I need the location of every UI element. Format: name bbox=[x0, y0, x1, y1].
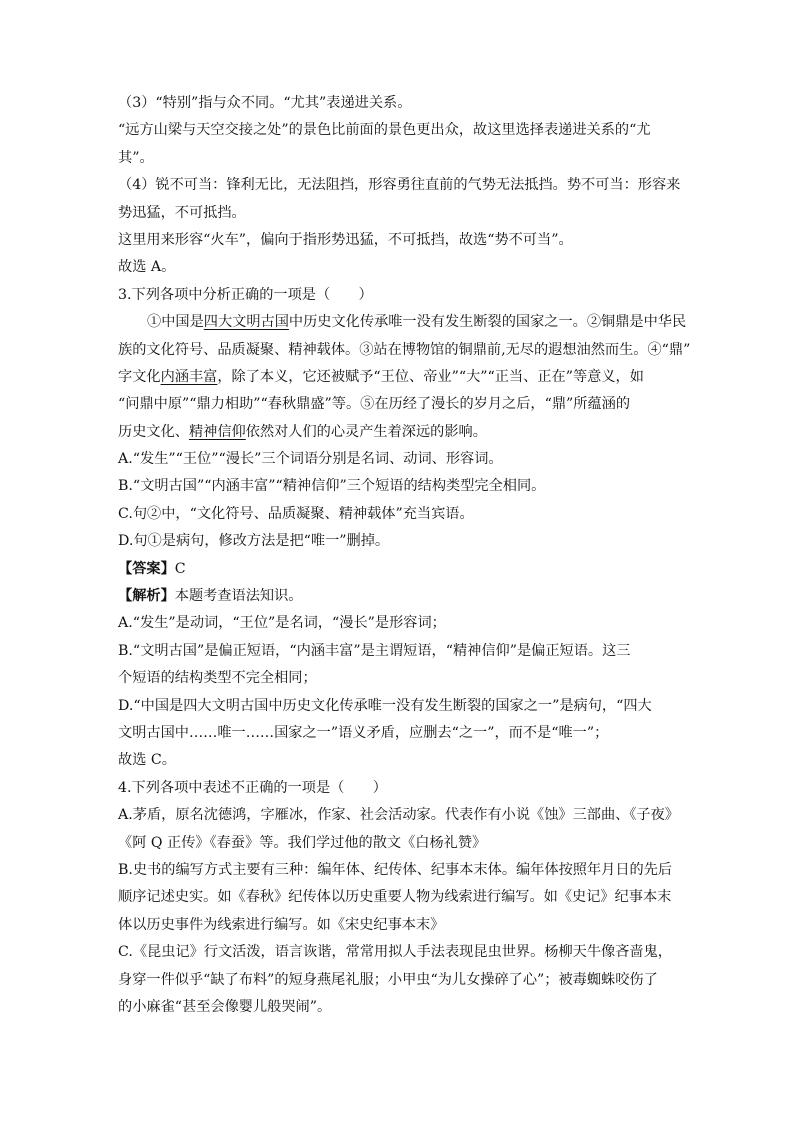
analysis-label: 【解析】 bbox=[118, 588, 175, 605]
q4-text: B.史书的编写方式主要有三种：编年体、纪传体、纪事本末体。编年体按照年月日的先后 bbox=[118, 861, 673, 878]
text-line: 势迅猛，不可抵挡。 bbox=[118, 204, 246, 221]
answer-label: 【答案】 bbox=[118, 560, 175, 577]
passage-line: 字文化内涵丰富，除了本义，它还被赋予“王位、帝业”“大”“正当、正在”等意义，如 bbox=[118, 368, 644, 385]
q4-text: 顺序记述史实。如《春秋》纪传体以历史重要人物为线索进行编写。如《史记》纪事本末 bbox=[118, 889, 672, 906]
underlined-phrase: 四大文明古国 bbox=[203, 314, 289, 331]
answer-line bbox=[118, 556, 678, 583]
text-line: 故选 A。 bbox=[118, 259, 176, 276]
q4-text: C.《昆虫记》行文活泼，语言诙谐，常常用拟人手法表现昆虫世界。杨柳天牛像吝啬鬼， bbox=[118, 944, 672, 961]
analysis-text: 故选 C。 bbox=[118, 752, 176, 769]
text-line: 这里用来形容“火车”，偏向于指形势迅猛，不可抵挡，故选“势不可当”。 bbox=[118, 231, 573, 248]
analysis-text: 个短语的结构类型不完全相同； bbox=[118, 670, 317, 687]
q4-text: A.茅盾，原名沈德鸿，字雁冰，作家、社会活动家。代表作有小说《蚀》三部曲、《子夜》 bbox=[118, 807, 679, 824]
analysis-line: 【解析】本题考查语法知识。 bbox=[118, 588, 303, 605]
text-line: 其”。 bbox=[118, 149, 154, 166]
question-3-title: 3.下列各项中分析正确的一项是（ ） bbox=[118, 286, 373, 303]
option-c: C.句②中，“文化符号、品质凝聚、精神载体”充当宾语。 bbox=[118, 505, 474, 522]
analysis-text: B.“文明古国”是偏正短语，“内涵丰富”是主谓短语，“精神信仰”是偏正短语。这三 bbox=[118, 642, 631, 659]
text-line: “远方山梁与天空交接之处”的景色比前面的景色更出众，故这里选择表递进关系的“尤 bbox=[118, 122, 651, 139]
passage-line: 族的文化符号、品质凝聚、精神载体。③站在博物馆的铜鼎前,无尽的遐想油然而生。④“鼎” bbox=[118, 341, 691, 358]
underlined-phrase: 精神信仰 bbox=[188, 423, 246, 440]
underlined-phrase: 内涵丰富 bbox=[160, 368, 218, 385]
q4-text: 身穿一件似乎“缺了布料”的短身燕尾礼服；小甲虫“为儿女操碎了心”；被毒蜘蛛咬伤了 bbox=[118, 971, 658, 988]
analysis-text: D.“中国是四大文明古国中历史文化传承唯一没有发生断裂的国家之一”是病句，“四大 bbox=[118, 697, 652, 714]
question-4-title: 4.下列各项中表述不正确的一项是（ ） bbox=[118, 779, 387, 796]
q4-text: 的小麻雀“甚至会像婴儿般哭闹”。 bbox=[118, 998, 332, 1015]
option-b: B.“文明古国”“内涵丰富”“精神信仰”三个短语的结构类型完全相同。 bbox=[118, 478, 546, 495]
analysis-text: 文明古国中……唯一……国家之一”语义矛盾，应删去“之一”，而不是“唯一”； bbox=[118, 724, 609, 741]
q4-text: 体以历史事件为线索进行编写。如《宋史纪事本末》 bbox=[118, 916, 445, 933]
passage-line: 历史文化、精神信仰依然对人们的心灵产生着深远的影响。 bbox=[118, 423, 487, 440]
option-a: A.“发生”“王位”“漫长”三个词语分别是名词、动词、形容词。 bbox=[118, 451, 503, 468]
text-line: （3）“特别”指与众不同。“尤其”表递进关系。 bbox=[118, 95, 412, 111]
passage-line: ①中国是四大文明古国中历史文化传承唯一没有发生断裂的国家之一。②铜鼎是中华民 bbox=[147, 314, 687, 331]
analysis-text: A.“发生”是动词，“王位”是名词，“漫长”是形容词； bbox=[118, 615, 446, 632]
q4-text: 《阿 Q 正传》《春蚕》等。我们学过他的散文《白杨礼赞》 bbox=[118, 834, 487, 851]
passage-line: “问鼎中原”“鼎力相助”“春秋鼎盛”等。⑤在历经了漫长的岁月之后，“鼎”所蕴涵的 bbox=[118, 396, 631, 413]
option-d: D.句①是病句，修改方法是把“唯一”删掉。 bbox=[118, 533, 390, 550]
answer-value: C bbox=[174, 560, 186, 577]
text-line: （4）锐不可当：锋利无比，无法阻挡，形容勇往直前的气势无法抵挡。势不可当：形容来 bbox=[118, 177, 681, 194]
document-page bbox=[118, 90, 691, 1021]
